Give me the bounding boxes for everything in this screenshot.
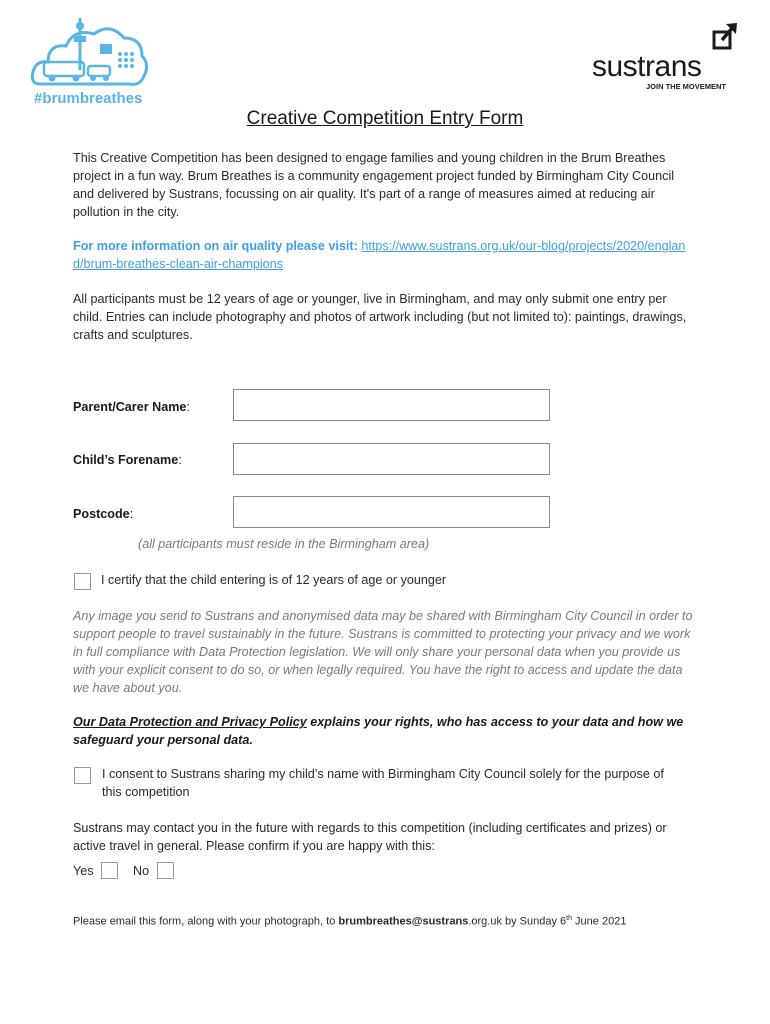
privacy-note: Any image you send to Sustrans and anonymised data may be shared with Birmingham City Council in order to support people to travel sustainably in the future. Sustrans is committed to protecting your privacy and we work in full compliance with Data Protection legislation. We will only share your personal data when you provide us with your explicit consent to do so, or when legally required. You have the right to access and update the data we have about you. <box>73 609 693 695</box>
parent-name-field[interactable] <box>233 389 550 421</box>
postcode-field[interactable] <box>233 496 550 528</box>
child-forename-field[interactable] <box>233 443 550 475</box>
certify-checkbox[interactable] <box>74 573 91 590</box>
sustrans-logo <box>590 20 740 94</box>
postcode-hint: (all participants must reside in the Birmingham area) <box>138 537 430 551</box>
consent-label: I consent to Sustrans sharing my child’s name with Birmingham City Council solely for the purpose of this competition <box>102 767 664 799</box>
brum-tag: #brumbreathes <box>34 90 143 107</box>
child-forename-label: Child’s Forename: <box>73 453 182 467</box>
info-lead: For more information on air quality please visit: <box>73 239 358 253</box>
info-link[interactable]: https://www.sustrans.org.uk/our-blog/projects/2020/england/brum-breathes-clean-air-champions <box>73 239 686 271</box>
arrow-box-icon <box>710 20 740 52</box>
postcode-label: Postcode: <box>73 507 134 521</box>
city-cloud-icon <box>30 14 150 94</box>
sustrans-wordmark: sustrans <box>592 50 702 83</box>
parent-name-label: Parent/Carer Name: <box>73 400 190 414</box>
sustrans-tagline: JOIN THE MOVEMENT <box>646 82 727 91</box>
contact-paragraph: Sustrans may contact you in the future with regards to this competition (including certificates and prizes) or active travel in general. Please confirm if you are happy with this: <box>73 821 667 853</box>
certify-label: I certify that the child entering is of 12 years of age or younger <box>101 573 447 587</box>
privacy-policy-link[interactable]: Our Data Protection and Privacy Policy <box>73 715 307 729</box>
eligibility-paragraph: All participants must be 12 years of age or younger, live in Birmingham, and may only submit one entry per child. Entries can include photography and photos of artwork including (but not limited to): paintings, drawings, crafts and sculptures. <box>73 292 687 342</box>
footer-email: brumbreathes@sustrans <box>338 915 469 928</box>
policy-rest: explains your rights, who has access to your data and how we safeguard your personal data. <box>73 715 684 747</box>
yes-checkbox[interactable] <box>101 862 118 879</box>
footer-instructions: Please email this form, along with your photograph, to brumbreathes@sustrans.org.uk by Sunday 6th June 2021 <box>73 915 627 928</box>
brum-breathes-logo <box>30 14 150 108</box>
yes-label: Yes <box>73 864 94 878</box>
policy-statement <box>73 713 698 749</box>
no-label: No <box>133 864 150 878</box>
info-paragraph <box>73 237 693 273</box>
no-checkbox[interactable] <box>157 862 174 879</box>
consent-checkbox[interactable] <box>74 767 91 784</box>
page-title: Creative Competition Entry Form <box>246 108 524 129</box>
intro-paragraph: This Creative Competition has been designed to engage families and young children in the Brum Breathes project in a fun way. Brum Breathes is a community engagement project funded by Birmingham City Council and delivered by Sustrans, focussing on air quality. It's part of a range of measures aimed at reducing air pollution in the city. <box>73 151 675 219</box>
